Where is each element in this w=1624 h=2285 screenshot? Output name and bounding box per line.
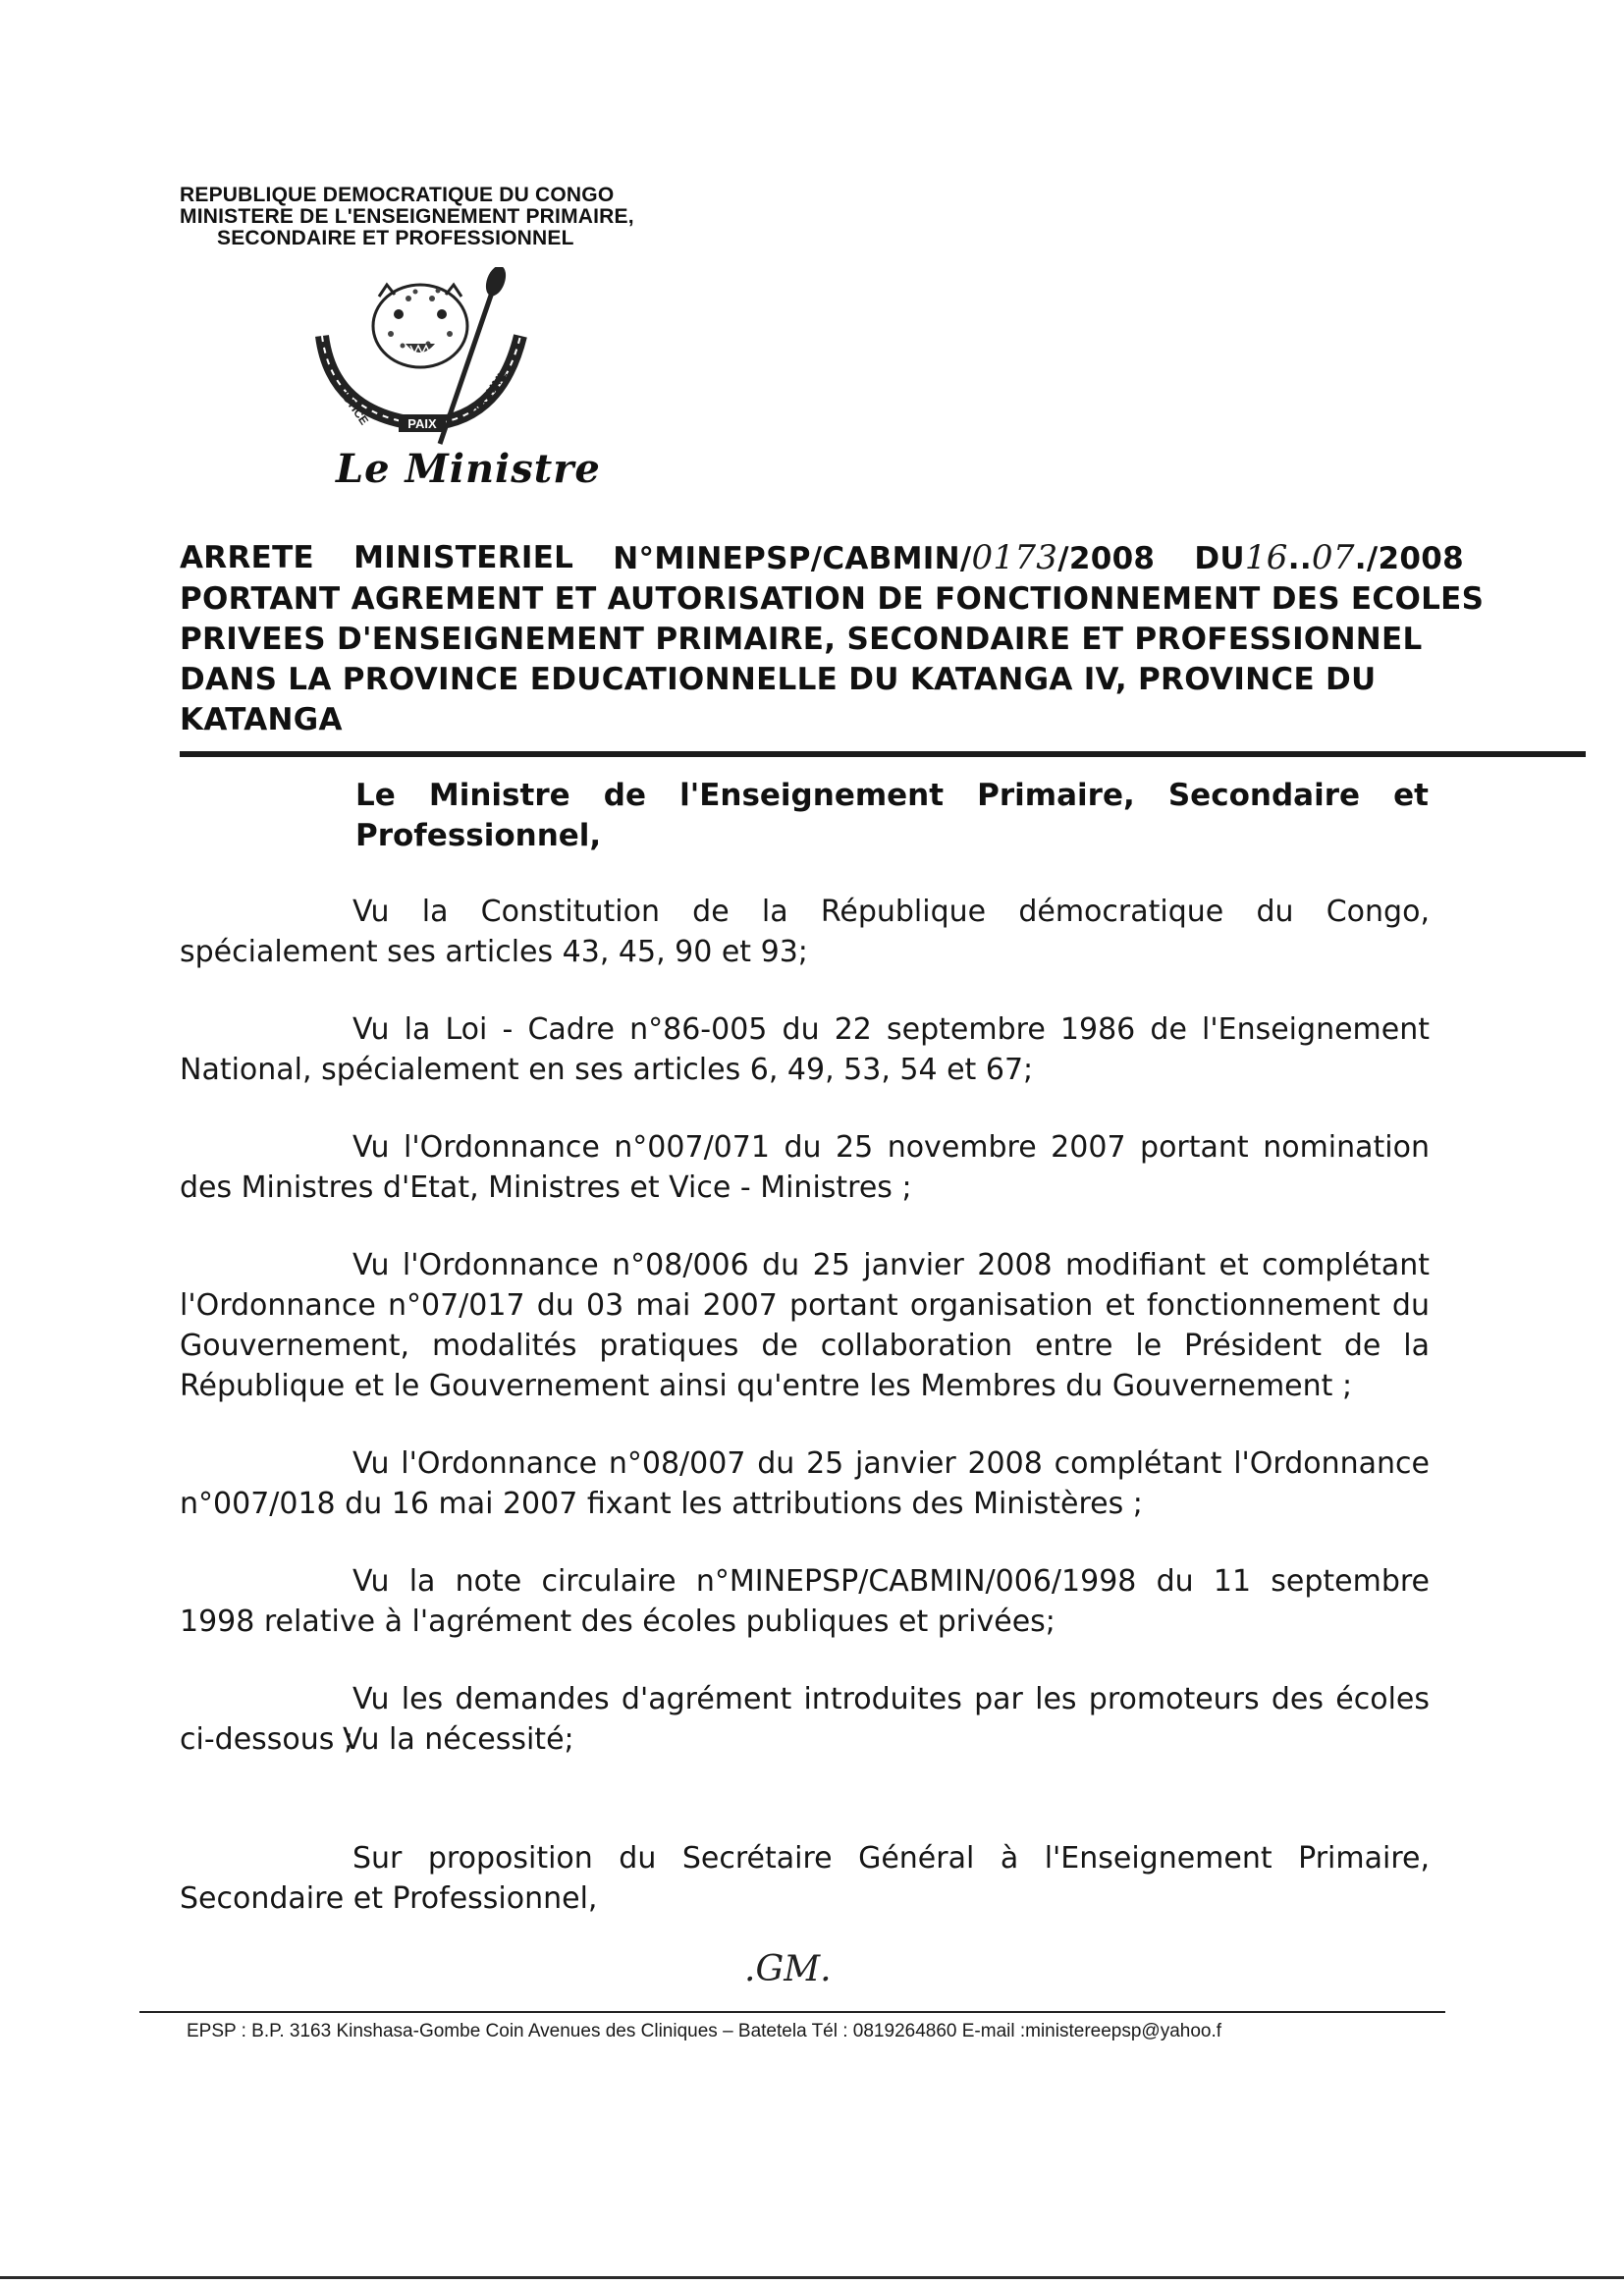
handwritten-number: 0173 [971, 538, 1058, 577]
paragraph-ordonnance-gouvernement: Vu l'Ordonnance n°08/006 du 25 janvier 2008 modifiant et complétant l'Ordonnance n°07/017 du 03 mai 2007 portant organisation et fonctionnement du Gouvernement, modalités pratiques de collaboration entre le Président de la République et le Gouvernement ainsi qu'entre les Membres du Gouvernement ; [180, 1248, 1430, 1403]
paragraph-necessite: Vu la nécessité; [343, 1722, 574, 1757]
decree-title-line4: DANS LA PROVINCE EDUCATIONNELLE DU KATANGA IV, PROVINCE DU [180, 662, 1377, 697]
header-ministry: MINISTERE DE L'ENSEIGNEMENT PRIMAIRE, [180, 205, 634, 228]
minister-heading-line1: Le Ministre de l'Enseignement Primaire, Secondaire et [355, 778, 1429, 813]
paragraph-ordonnance-nomination: Vu l'Ordonnance n°007/071 du 25 novembre 2007 portant nomination des Ministres d'Etat, Ministres et Vice - Ministres ; [180, 1130, 1430, 1205]
decree-date: DU16..07./2008 [1194, 538, 1464, 577]
minister-heading [355, 776, 1429, 856]
coat-of-arms-emblem [293, 267, 548, 449]
handwritten-day: 16 [1244, 538, 1288, 577]
header-country: REPUBLIQUE DEMOCRATIQUE DU CONGO [180, 184, 615, 206]
decree-title-line2: PORTANT AGREMENT ET AUTORISATION DE FONCTIONNEMENT DES ECOLES [180, 581, 1485, 617]
handwritten-month: 07 [1311, 538, 1355, 577]
decree-title-line5: KATANGA [180, 702, 343, 737]
paragraph-proposition: Sur proposition du Secrétaire Général à l'Enseignement Primaire, Secondaire et Professionnel, [180, 1841, 1430, 1916]
scan-edge-line [0, 2276, 1624, 2279]
paragraph-demandes: Vu les demandes d'agrément introduites par les promoteurs des écoles ci-dessous ; [180, 1682, 1430, 1757]
banner-left-text: JUSTICE [331, 378, 372, 428]
minister-heading-line2: Professionnel, [355, 818, 602, 853]
paragraph-loi-cadre: Vu la Loi - Cadre n°86-005 du 22 septembre 1986 de l'Enseignement National, spécialement en ses articles 6, 49, 53, 54 et 67; [180, 1012, 1430, 1087]
footer-divider [139, 2011, 1445, 2013]
decree-title [180, 538, 1485, 740]
title-divider [180, 751, 1586, 757]
ministry-header [180, 185, 634, 249]
leopard-head-icon [373, 285, 467, 367]
title-word-arrete: ARRETE [180, 540, 315, 575]
decree-number: N°MINEPSP/CABMIN/0173/2008 [613, 538, 1156, 577]
footer-contact: EPSP : B.P. 3163 Kinshasa-Gombe Coin Avenues des Cliniques – Batetela Tél : 0819264860 E-mail :ministereepsp@yahoo.f [187, 2021, 1222, 2041]
paragraph-note-circulaire: Vu la note circulaire n°MINEPSP/CABMIN/006/1998 du 11 septembre 1998 relative à l'agrément des écoles publiques et privées; [180, 1564, 1430, 1639]
paragraph-ordonnance-attributions: Vu l'Ordonnance n°08/007 du 25 janvier 2008 complétant l'Ordonnance n°007/018 du 16 mai 2007 fixant les attributions des Ministères ; [180, 1446, 1430, 1521]
handwritten-initials: .GM. [744, 1949, 832, 1989]
signatory-title: Le Ministre [336, 446, 601, 492]
banner-right-text: TRAVAIL [469, 367, 511, 416]
title-word-ministeriel: MINISTERIEL [353, 540, 574, 575]
decree-title-line1 [180, 538, 1464, 579]
paragraph-constitution: Vu la Constitution de la République démocratique du Congo, spécialement ses articles 43, 45, 90 et 93; [180, 895, 1430, 969]
header-ministry-cont: SECONDAIRE ET PROFESSIONNEL [217, 227, 574, 249]
decree-title-line3: PRIVEES D'ENSEIGNEMENT PRIMAIRE, SECONDAIRE ET PROFESSIONNEL [180, 622, 1423, 657]
banner-bottom-text: PAIX [407, 416, 437, 431]
